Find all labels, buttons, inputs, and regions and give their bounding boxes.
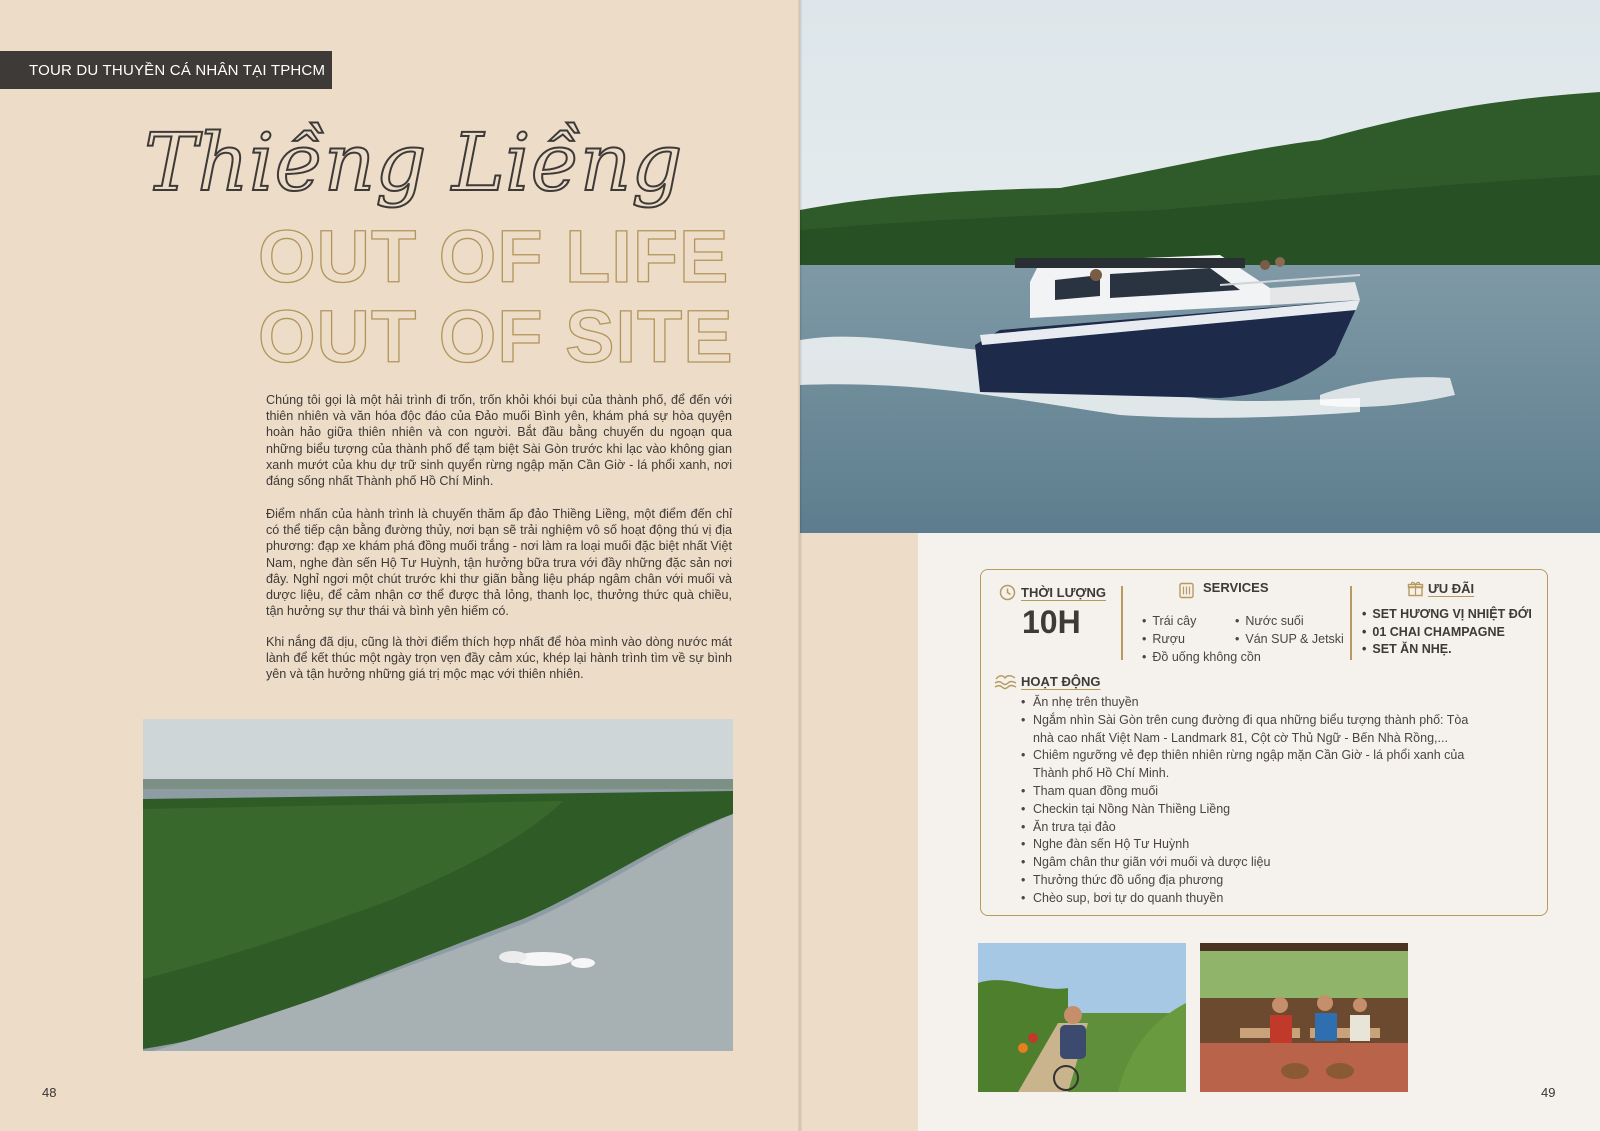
duration-value: 10H <box>1022 604 1081 640</box>
service-item: • Rượu <box>1142 630 1196 648</box>
offer-item: • SET HƯƠNG VỊ NHIỆT ĐỚI <box>1362 606 1532 624</box>
service-item: • Đồ uống không cồn <box>1142 648 1261 666</box>
category-tag: TOUR DU THUYỀN CÁ NHÂN TẠI TPHCM <box>0 51 332 89</box>
yacht-photo <box>800 0 1600 533</box>
activity-item: • Thưởng thức đồ uống địa phương <box>1021 872 1471 890</box>
headline-line-1: OUT OF LIFE <box>258 215 730 298</box>
duration-label: THỜI LƯỢNG <box>1021 585 1106 600</box>
gift-icon <box>1407 580 1424 597</box>
waves-icon <box>994 672 1018 689</box>
activities-label: HOẠT ĐỘNG <box>1021 674 1101 689</box>
activity-item: • Ăn trưa tại đảo <box>1021 819 1471 837</box>
offer-item: • SET ĂN NHẸ. <box>1362 641 1532 659</box>
activity-item: • Chèo sup, bơi tự do quanh thuyền <box>1021 890 1471 908</box>
script-title-text: Thiềng Liềng <box>144 116 683 209</box>
offers-label: ƯU ĐÃI <box>1428 581 1475 596</box>
services-list-col1 <box>1142 612 1196 648</box>
clock-icon <box>999 584 1016 601</box>
service-item: • Trái cây <box>1142 612 1196 630</box>
service-item: • Nước suối <box>1235 612 1344 630</box>
column-divider <box>1350 586 1352 660</box>
activity-item: • Nghe đàn sến Hộ Tư Huỳnh <box>1021 836 1471 854</box>
activities-list <box>1021 694 1471 908</box>
page-number-left: 48 <box>42 1085 57 1100</box>
offer-item: • 01 CHAI CHAMPAGNE <box>1362 624 1532 642</box>
activity-item: • Chiêm ngưỡng vẻ đẹp thiên nhiên rừng ngập mặn Cần Giờ - lá phổi xanh của Thành phố Hồ Chí Minh. <box>1021 747 1471 783</box>
highlight-paragraph: Điểm nhấn của hành trình là chuyến thăm ấp đảo Thiềng Liềng, một điểm đến chỉ có thể tiếp cận bằng đường thủy, nơi bạn sẽ trải nghiệm vô số hoạt động thú vị địa phương: đạp xe khám phá đồng muối trắng - nơi làm ra loại muối đặc biệt nhất Việt Nam, nghe đàn sến Hộ Tư Huỳnh, tận hưởng bữa trưa với đầy những đặc sản nơi đây. Nghỉ ngơi một chút trước khi thư giãn bằng liệu pháp ngâm chân với muối và dược liệu, để cảm nhận cơ thể được thả lỏng, thanh lọc, thưởng thức quà chiều, tận hưởng sự thư thái và bình yên hiếm có. <box>266 507 732 619</box>
activity-item: • Ngắm nhìn Sài Gòn trên cung đường đi qua những biểu tượng thành phố: Tòa nhà cao nhất Việt Nam - Landmark 81, Cột cờ Thủ Ngữ - Bến Nhà Rồng,... <box>1021 712 1471 748</box>
services-list-col2 <box>1235 612 1344 648</box>
activity-item: • Checkin tại Nồng Nàn Thiềng Liềng <box>1021 801 1471 819</box>
cafe-foot-bath-photo <box>1200 943 1408 1092</box>
page-gutter <box>798 0 802 1131</box>
outline-headline <box>258 212 738 378</box>
intro-paragraph: Chúng tôi gọi là một hải trình đi trốn, trốn khỏi khói bụi của thành phố, để đến với thiên nhiên và văn hóa độc đáo của Đảo muối Bình yên, khám phá sự hòa quyện hoàn hảo giữa thiên nhiên và con người. Bắt đầu bằng chuyến du ngoạn qua những biểu tượng của thành phố để tạm biệt Sài Gòn trước khi lạc vào không gian xanh mướt của khu dự trữ sinh quyển rừng ngập mặn Cần Giờ - lá phổi xanh, nơi đáng sống nhất Thành phố Hồ Chí Minh. <box>266 393 732 489</box>
offers-list <box>1362 606 1532 659</box>
closing-paragraph: Khi nắng đã dịu, cũng là thời điểm thích hợp nhất để hòa mình vào dòng nước mát lành để kết thúc một ngày trọn vẹn đầy cảm xúc, khép lại hành trình tìm về sự bình yên và tận hưởng những giá trị mộc mạc với thiên nhiên. <box>266 635 732 682</box>
right-page-beige-band <box>800 533 918 1131</box>
river-aerial-photo <box>143 719 733 1051</box>
page-number-right: 49 <box>1541 1085 1556 1100</box>
column-divider <box>1121 586 1123 660</box>
activity-item: • Tham quan đồng muối <box>1021 783 1471 801</box>
services-list-row3 <box>1142 648 1261 666</box>
services-label: SERVICES <box>1203 580 1269 595</box>
menu-card-icon <box>1178 582 1195 599</box>
headline-line-2: OUT OF SITE <box>258 295 734 378</box>
cycling-photo <box>978 943 1186 1092</box>
activity-item: • Ăn nhẹ trên thuyền <box>1021 694 1471 712</box>
activity-item: • Ngâm chân thư giãn với muối và dược liệu <box>1021 854 1471 872</box>
service-item: • Ván SUP & Jetski <box>1235 630 1344 648</box>
